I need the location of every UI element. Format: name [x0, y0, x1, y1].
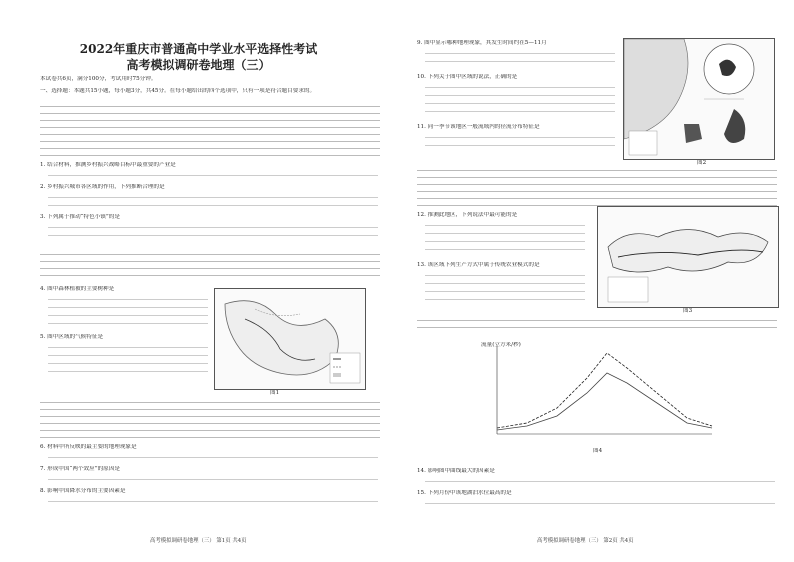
- q15-options: [425, 500, 775, 508]
- q10-options: [425, 84, 615, 116]
- passage-text: [40, 104, 380, 156]
- exam-page-right: [397, 0, 794, 562]
- exam-title-line1: 2022年重庆市普通高中学业水平选择性考试: [79, 42, 318, 56]
- figure-2-caption: 图2: [697, 160, 707, 166]
- question-7: 7. 形成中国“两个效应”的原因是: [40, 466, 120, 472]
- q12-options: [425, 222, 585, 254]
- q5-options: [48, 344, 208, 376]
- passage-text-5: [417, 318, 777, 334]
- section-heading-1: 一、选择题：本题共15小题，每小题3分，共45分。在每小题给出的四个选项中，只有一项是符合题目要求的。: [40, 88, 316, 94]
- q2-options: [48, 194, 378, 210]
- q14-options: [425, 478, 775, 486]
- question-4: 4. 图中森林植被的主要树种是: [40, 286, 115, 292]
- q7-options: [48, 476, 378, 484]
- question-13: 13. 该区域下列生产方式中属于传统农业模式的是: [417, 262, 540, 268]
- question-8: 8. 影响中国降水分布的主要因素是: [40, 488, 126, 494]
- q4-options: [48, 296, 208, 328]
- figure-1-map: [214, 288, 366, 390]
- page-footer-left: 高考模拟调研卷地理（三） 第1页 共4页: [150, 538, 247, 544]
- q11-options: [425, 134, 615, 150]
- question-12: 12. 推测此地区，下列说法中最可能的是: [417, 212, 518, 218]
- figure-3-map: [597, 206, 779, 308]
- q9-options: [425, 50, 615, 66]
- question-14: 14. 影响图中曲线最大的因素是: [417, 468, 495, 474]
- figure-4-chart: [477, 338, 717, 448]
- question-2: 2. 乡村振兴城市各区域的作用，下列推断合理的是: [40, 184, 165, 190]
- question-15: 15. 下列月份中该地湖泊水位最高的是: [417, 490, 512, 496]
- q8-options: [48, 498, 378, 506]
- q13-options: [425, 272, 585, 304]
- passage-text-2: [40, 252, 380, 276]
- exam-intro: 本试卷共6页，满分100分，考试用时75分钟。: [40, 76, 157, 82]
- question-9: 9. 图中显示哪种地理现象，其发生时间约在5—11月: [417, 40, 547, 46]
- figure-3-caption: 图3: [683, 308, 693, 314]
- passage-text-4: [417, 168, 777, 208]
- question-10: 10. 下列关于图中区域的说法，正确的是: [417, 74, 518, 80]
- figure-4-ylabel: 流量(立方米/秒): [481, 342, 521, 348]
- figure-2-map: [623, 38, 775, 160]
- q3-options: [48, 224, 378, 240]
- page-footer-right: 高考模拟调研卷地理（三） 第2页 共4页: [537, 538, 634, 544]
- q1-options: [48, 172, 378, 180]
- question-1: 1. 结合材料，推测乡村振兴战略目标中最重要的产业是: [40, 162, 176, 168]
- q6-options: [48, 454, 378, 462]
- question-6: 6. 材料中所反映的最主要的地理现象是: [40, 444, 137, 450]
- question-11: 11. 同一季节该地区一般流域内的径流分布特征是: [417, 124, 540, 130]
- passage-text-3: [40, 400, 380, 440]
- question-5: 5. 图中区域的气候特征是: [40, 334, 104, 340]
- exam-title-line2: 高考模拟调研卷地理（三）: [126, 58, 271, 72]
- figure-1-caption: 图1: [270, 390, 280, 396]
- question-3: 3. 下列属于推动“特色小镇”的是: [40, 214, 120, 220]
- figure-4-caption: 图4: [593, 448, 603, 454]
